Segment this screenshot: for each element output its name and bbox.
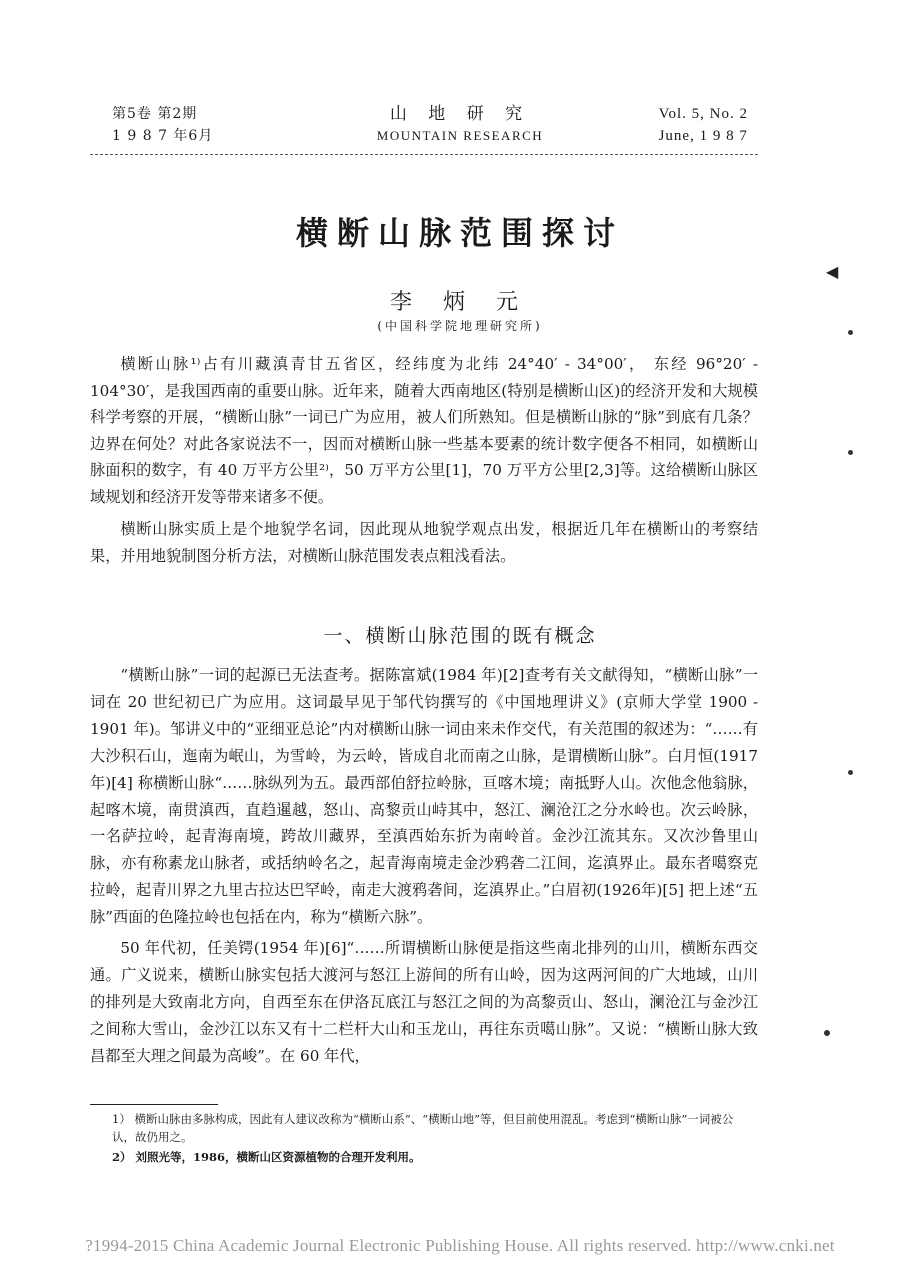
scan-mark-arrow-icon: ◀ [826, 262, 839, 281]
journal-issue-en [659, 103, 748, 147]
footnote-1: 1） 横断山脉由多脉构成，因此有人建议改称为“横断山系”、“横断山地”等，但目前使用混乱。考虑到“横断山脉”一词被公认，故仍用之。 [112, 1112, 734, 1144]
footnote-2: 2） 刘照光等，1986，横断山区资源植物的合理开发利用。 [112, 1150, 421, 1164]
section-1-paragraph-2: 50 年代初，任美锷(1954 年)[6]“……所谓横断山脉便是指这些南北排列的山川，横断东西交通。广义说来，横断山脉实包括大渡河与怒江上游间的所有山岭，因为这两河间的广大地域，山川的排列是大致南北方向，自西至东在伊洛瓦底江与怒江之间的为高黎贡山、怒山，澜沧江与金沙江之间称大雪山，金沙江以东又有十二栏杆大山和玉龙山，再往东贡噶山脉”。又说：“横断山脉大致昌都至大理之间最为高峻”。在 60 年代， [90, 939, 758, 1065]
volume-issue-en: Vol. 5, No. 2 [658, 106, 748, 122]
header-rule [90, 154, 758, 155]
scan-dot-icon [848, 330, 853, 335]
date-cn: 1 9 8 7 年6月 [112, 128, 214, 144]
article-title: 横断山脉范围探讨 [295, 214, 624, 252]
scan-dot-icon [848, 450, 853, 455]
volume-issue-cn: 第5卷 第2期 [112, 106, 198, 122]
scan-dot-icon [824, 1030, 830, 1036]
affiliation: (中国科学院地理研究所) [377, 319, 543, 333]
intro-paragraph-1: 横断山脉¹⁾占有川藏滇青甘五省区，经纬度为北纬 24°40′ - 34°00′， 东经 96°20′ - 104°30′，是我国西南的重要山脉。近年来，随着大西南地区(特别是横断山区)的经济开发和大规模科学考察的开展，“横断山脉”一词已广为应用，被人们所熟知。但是横断山脉的“脉”到底有几条？边界在何处？对此各家说法不一，因而对横断山脉一些基本要素的统计数字便各不相同，如横断山脉面积的数字，有 40 万平方公里²⁾，50 万平方公里[1]，70 万平方公里[2,3]等。这给横断山脉区域规划和经济开发等带来诸多不便。 [90, 355, 758, 506]
section-1-paragraph-1: “横断山脉”一词的起源已无法查考。据陈富斌(1984 年)[2]查考有关文献得知，“横断山脉”一词在 20 世纪初已广为应用。这词最早见于邹代钧撰写的《中国地理讲义》(京师大学堂 1900 - 1901 年)。邹讲义中的“亚细亚总论”内对横断山脉一词由来未作交代，有关范围的叙述为：“……有大沙积石山，迤南为岷山，为雪岭，为云岭，皆成自北而南之山脉，是谓横断山脉”。白月恒(1917 年)[4] 称横断山脉“……脉纵列为五。最西部伯舒拉岭脉，亘喀木境；南抵野人山。次他念他翁脉，起喀木境，南贯滇西，直趋暹越，怒山、高黎贡山峙其中，怒江、澜沧江之分水岭也。次云岭脉，一名萨拉岭，起青海南境，跨故川藏界，至滇西始东折为南岭首。金沙江流其东。又次沙鲁里山脉，亦有称素龙山脉者，或括纳岭名之，起青海南境走金沙鸦砻二江间，迄滇界止。最东者噶察克拉岭，起青川界之九里古拉达巴罕岭，南走大渡鸦砻间，迄滇界止。”白眉初(1926年)[5] 把上述“五脉”西面的色隆拉岭也包括在内，称为“横断六脉”。 [90, 666, 758, 927]
author: 李 炳 元 [390, 290, 530, 315]
section-heading: 一、横断山脉范围的既有概念 [323, 625, 597, 647]
copyright-footer: ?1994-2015 China Academic Journal Electronic Publishing House. All rights reserved. http://www.cnki.net [85, 1236, 835, 1255]
footnote-rule [90, 1104, 218, 1105]
date-en: June, 1 9 8 7 [658, 128, 748, 144]
intro-section [90, 351, 758, 569]
section-1-body [90, 662, 758, 1070]
scan-dot-icon [848, 770, 853, 775]
journal-name-en: MOUNTAIN RESEARCH [376, 128, 544, 143]
intro-paragraph-2: 横断山脉实质上是个地貌学名词，因此现从地貌学观点出发，根据近几年在横断山的考察结果，并用地貌制图分析方法，对横断山脉范围发表点粗浅看法。 [90, 520, 758, 565]
journal-name-cn: 山 地 研 究 [389, 104, 531, 124]
journal-name [0, 103, 920, 147]
